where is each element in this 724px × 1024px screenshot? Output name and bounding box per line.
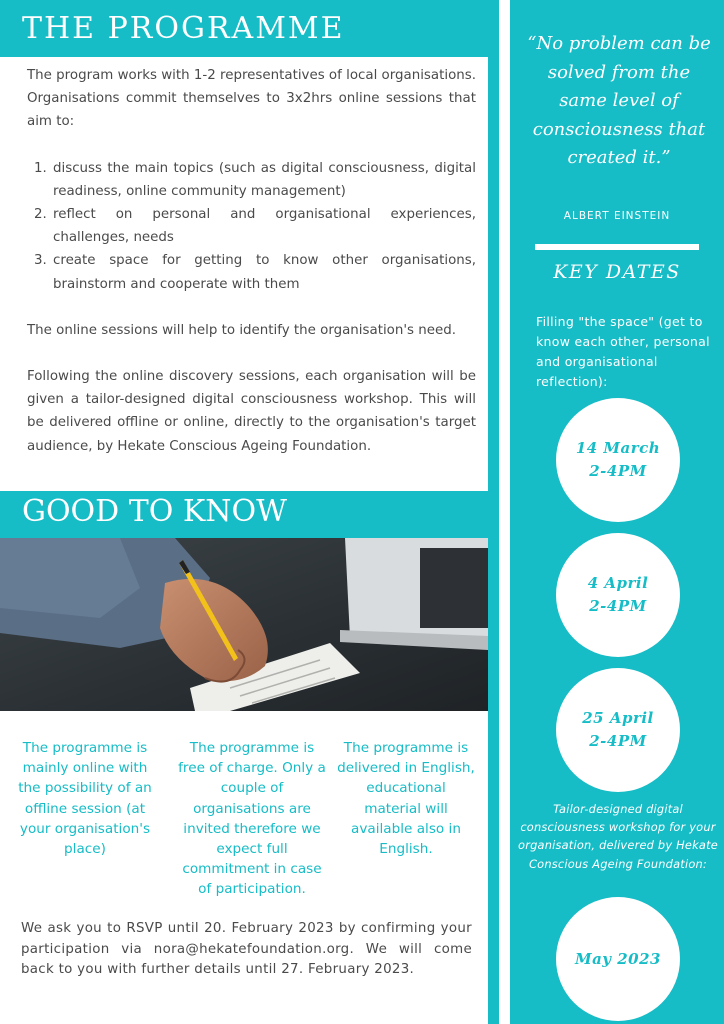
programme-banner xyxy=(0,0,488,57)
einstein-quote: “No problem can be solved from the same level of consciousness that created it.” xyxy=(527,33,711,168)
quote-author: ALBERT EINSTEIN xyxy=(563,210,671,222)
date-label: 4 April xyxy=(587,574,649,592)
programme-aims-list xyxy=(27,157,476,296)
date-circle-25-april xyxy=(556,668,680,792)
hand-writing-photo xyxy=(0,538,488,711)
date-circle-4-april xyxy=(556,533,680,657)
date-label: May 2023 xyxy=(574,949,661,968)
date-circle-may-2023 xyxy=(556,897,680,1021)
programme-body xyxy=(27,64,476,458)
info-online: The programme is mainly online with the possibility of an offline session (at your organisation's place) xyxy=(18,740,152,858)
good-to-know-title: GOOD TO KNOW xyxy=(22,494,287,529)
key-dates-intro: Filling "the space" (get to know each other, personal and organisational reflection): xyxy=(536,314,710,389)
sidebar-divider xyxy=(535,244,699,250)
aim-item: 1. discuss the main topics (such as digital consciousness, digital readiness, online community management) xyxy=(51,157,476,203)
info-english: The programme is delivered in English, educational material will available also in English. xyxy=(337,740,475,858)
good-to-know-banner xyxy=(0,491,488,538)
time-label: 2-4PM xyxy=(589,732,647,750)
time-label: 2-4PM xyxy=(589,597,647,615)
key-dates-title: KEY DATES xyxy=(553,261,681,283)
date-label: 25 April xyxy=(582,709,654,727)
aim-item: 3. create space for getting to know other organisations, brainstorm and cooperate with them xyxy=(51,249,476,295)
programme-para-need: The online sessions will help to identify the organisation's need. xyxy=(27,322,456,338)
rsvp-text: We ask you to RSVP until 20. February 2023 by confirming your participation via nora@hekatefoundation.org. We will come back to you with further details until 27. February 2023. xyxy=(21,921,472,978)
time-label: 2-4PM xyxy=(589,462,647,480)
programme-title: THE PROGRAMME xyxy=(22,11,345,46)
column-divider-strip xyxy=(488,0,499,1024)
info-free: The programme is free of charge. Only a couple of organisations are invited therefore we expect full commitment in case of participation. xyxy=(178,740,326,898)
workshop-note: Tailor-designed digital consciousness workshop for your organisation, delivered by Hekate Conscious Ageing Foundation: xyxy=(518,802,718,871)
programme-intro: The program works with 1-2 representatives of local organisations. Organisations commit themselves to 3x2hrs online sessions that aim to: xyxy=(27,68,476,130)
programme-para-workshop: Following the online discovery sessions, each organisation will be given a tailor-designed digital consciousness workshop. This will be delivered offline or online, directly to the organisation's target audience, by Hekate Conscious Ageing Foundation. xyxy=(27,369,476,454)
date-label: 14 March xyxy=(575,439,661,457)
date-circle-14-march xyxy=(556,398,680,522)
aim-item: 2. reflect on personal and organisational experiences, challenges, needs xyxy=(51,203,476,249)
